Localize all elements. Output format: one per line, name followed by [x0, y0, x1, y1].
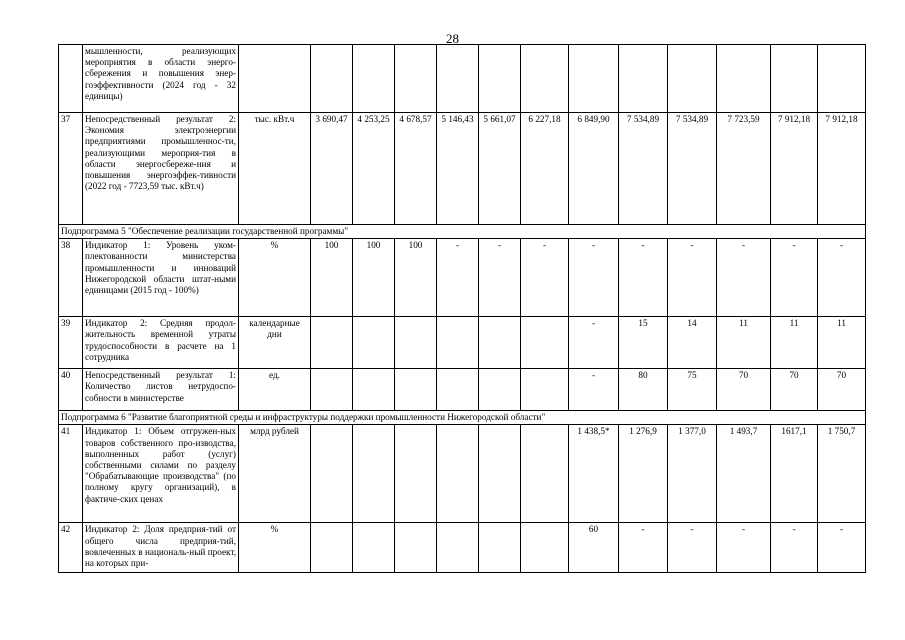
row-number: 39: [59, 317, 83, 369]
year-value-cell: [479, 523, 521, 573]
year-value-cell: [569, 45, 619, 113]
year-value-cell: [771, 45, 818, 113]
year-value-cell: [395, 45, 437, 113]
year-value-cell: -: [717, 239, 771, 317]
table-body: [59, 45, 866, 573]
year-value-cell: [311, 317, 353, 369]
year-value-cell: 1 750,7: [818, 425, 866, 523]
year-value-cell: [437, 523, 479, 573]
year-value-cell: 7 534,89: [668, 113, 717, 225]
year-value-cell: [521, 523, 569, 573]
year-value-cell: 3 690,47: [311, 113, 353, 225]
year-value-cell: 7 534,89: [619, 113, 668, 225]
table-row: [59, 523, 866, 573]
year-value-cell: [395, 317, 437, 369]
unit-of-measure: тыс. кВт.ч: [239, 113, 311, 225]
row-number: 40: [59, 369, 83, 411]
year-value-cell: [479, 317, 521, 369]
year-value-cell: 6 227,18: [521, 113, 569, 225]
year-value-cell: [311, 425, 353, 523]
year-value-cell: 11: [771, 317, 818, 369]
year-value-cell: -: [818, 239, 866, 317]
year-value-cell: -: [619, 239, 668, 317]
row-number: 41: [59, 425, 83, 523]
year-value-cell: 1 276,9: [619, 425, 668, 523]
indicators-table: [58, 44, 866, 573]
table-row: [59, 45, 866, 113]
year-value-cell: -: [479, 239, 521, 317]
indicator-description: мышленности, реализующих мероприятия в области энерго-сбережения и повышения энер-гоэффективности (2024 год - 32 единицы): [83, 45, 239, 113]
year-value-cell: [311, 369, 353, 411]
year-value-cell: 70: [771, 369, 818, 411]
subprogram-title: Подпрограмма 6 "Развитие благоприятной среды и инфраструктуры поддержки промышленности Нижегородской области": [59, 411, 866, 425]
year-value-cell: [353, 317, 395, 369]
year-value-cell: 5 146,43: [437, 113, 479, 225]
year-value-cell: [818, 45, 866, 113]
indicator-description: Непосредственный результат 2: Экономия электроэнергии предприятиями промышленнос-ти, реализующими мероприя-тия в области энергосбереже-ния и повышения энергоэффек-тивности (2022 год - 7723,59 тыс. кВт.ч): [83, 113, 239, 225]
year-value-cell: [353, 523, 395, 573]
subprogram-header-row: [59, 225, 866, 239]
year-value-cell: -: [818, 523, 866, 573]
year-value-cell: -: [437, 239, 479, 317]
row-number: [59, 45, 83, 113]
year-value-cell: 4 253,25: [353, 113, 395, 225]
year-value-cell: [619, 45, 668, 113]
row-number: 38: [59, 239, 83, 317]
unit-of-measure: %: [239, 239, 311, 317]
indicator-description: Непосредственный результат 1: Количество листов нетрудоспо-собности в министерстве: [83, 369, 239, 411]
year-value-cell: 7 723,59: [717, 113, 771, 225]
year-value-cell: -: [717, 523, 771, 573]
year-value-cell: [437, 317, 479, 369]
year-value-cell: [521, 369, 569, 411]
year-value-cell: [353, 425, 395, 523]
year-value-cell: 100: [395, 239, 437, 317]
year-value-cell: 1617,1: [771, 425, 818, 523]
year-value-cell: 70: [717, 369, 771, 411]
year-value-cell: 75: [668, 369, 717, 411]
indicator-description: Индикатор 1: Уровень уком-плектованности министерства промышленности и инноваций Нижегородской области штат-ными единицами (2015 год - 100%): [83, 239, 239, 317]
year-value-cell: [395, 523, 437, 573]
year-value-cell: 11: [717, 317, 771, 369]
table-row: [59, 113, 866, 225]
page-number: 28: [446, 31, 459, 46]
year-value-cell: 4 678,57: [395, 113, 437, 225]
year-value-cell: 1 377,0: [668, 425, 717, 523]
year-value-cell: 7 912,18: [818, 113, 866, 225]
year-value-cell: [437, 45, 479, 113]
year-value-cell: [353, 45, 395, 113]
year-value-cell: 1 493,7: [717, 425, 771, 523]
year-value-cell: 60: [569, 523, 619, 573]
year-value-cell: [717, 45, 771, 113]
row-number: 42: [59, 523, 83, 573]
subprogram-header-row: [59, 411, 866, 425]
year-value-cell: -: [668, 523, 717, 573]
subprogram-title: Подпрограмма 5 "Обеспечение реализации государственной программы": [59, 225, 866, 239]
unit-of-measure: ед.: [239, 369, 311, 411]
year-value-cell: [437, 369, 479, 411]
unit-of-measure: календарные дни: [239, 317, 311, 369]
year-value-cell: [311, 45, 353, 113]
year-value-cell: [521, 45, 569, 113]
table-row: [59, 369, 866, 411]
year-value-cell: [479, 425, 521, 523]
year-value-cell: [395, 369, 437, 411]
year-value-cell: 100: [311, 239, 353, 317]
year-value-cell: -: [569, 317, 619, 369]
year-value-cell: 7 912,18: [771, 113, 818, 225]
indicator-description: Индикатор 2: Доля предприя-тий от общего числа предприя-тий, вовлеченных в националь-ный проект, на которых при-: [83, 523, 239, 573]
year-value-cell: -: [569, 369, 619, 411]
year-value-cell: -: [771, 523, 818, 573]
year-value-cell: [311, 523, 353, 573]
year-value-cell: [521, 317, 569, 369]
indicator-description: Индикатор 2: Средняя продол-жительность временной утраты трудоспособности в расчете на 1 сотрудника: [83, 317, 239, 369]
unit-of-measure: [239, 45, 311, 113]
year-value-cell: -: [619, 523, 668, 573]
table-row: [59, 239, 866, 317]
unit-of-measure: млрд рублей: [239, 425, 311, 523]
indicator-description: Индикатор 1: Объем отгружен-ных товаров собственного про-изводства, выполненных работ (услуг) собственными силами по разделу "Обрабатывающие производства" (по полному кругу организаций), в фактиче-ских ценах: [83, 425, 239, 523]
year-value-cell: -: [668, 239, 717, 317]
year-value-cell: 6 849,90: [569, 113, 619, 225]
year-value-cell: [521, 425, 569, 523]
year-value-cell: 1 438,5*: [569, 425, 619, 523]
table-row: [59, 317, 866, 369]
year-value-cell: [395, 425, 437, 523]
year-value-cell: -: [569, 239, 619, 317]
year-value-cell: 15: [619, 317, 668, 369]
year-value-cell: 14: [668, 317, 717, 369]
year-value-cell: [479, 45, 521, 113]
year-value-cell: 100: [353, 239, 395, 317]
year-value-cell: -: [771, 239, 818, 317]
row-number: 37: [59, 113, 83, 225]
year-value-cell: [353, 369, 395, 411]
year-value-cell: 5 661,07: [479, 113, 521, 225]
year-value-cell: [479, 369, 521, 411]
year-value-cell: -: [521, 239, 569, 317]
year-value-cell: 80: [619, 369, 668, 411]
unit-of-measure: %: [239, 523, 311, 573]
year-value-cell: 11: [818, 317, 866, 369]
year-value-cell: 70: [818, 369, 866, 411]
table-row: [59, 425, 866, 523]
year-value-cell: [668, 45, 717, 113]
year-value-cell: [437, 425, 479, 523]
